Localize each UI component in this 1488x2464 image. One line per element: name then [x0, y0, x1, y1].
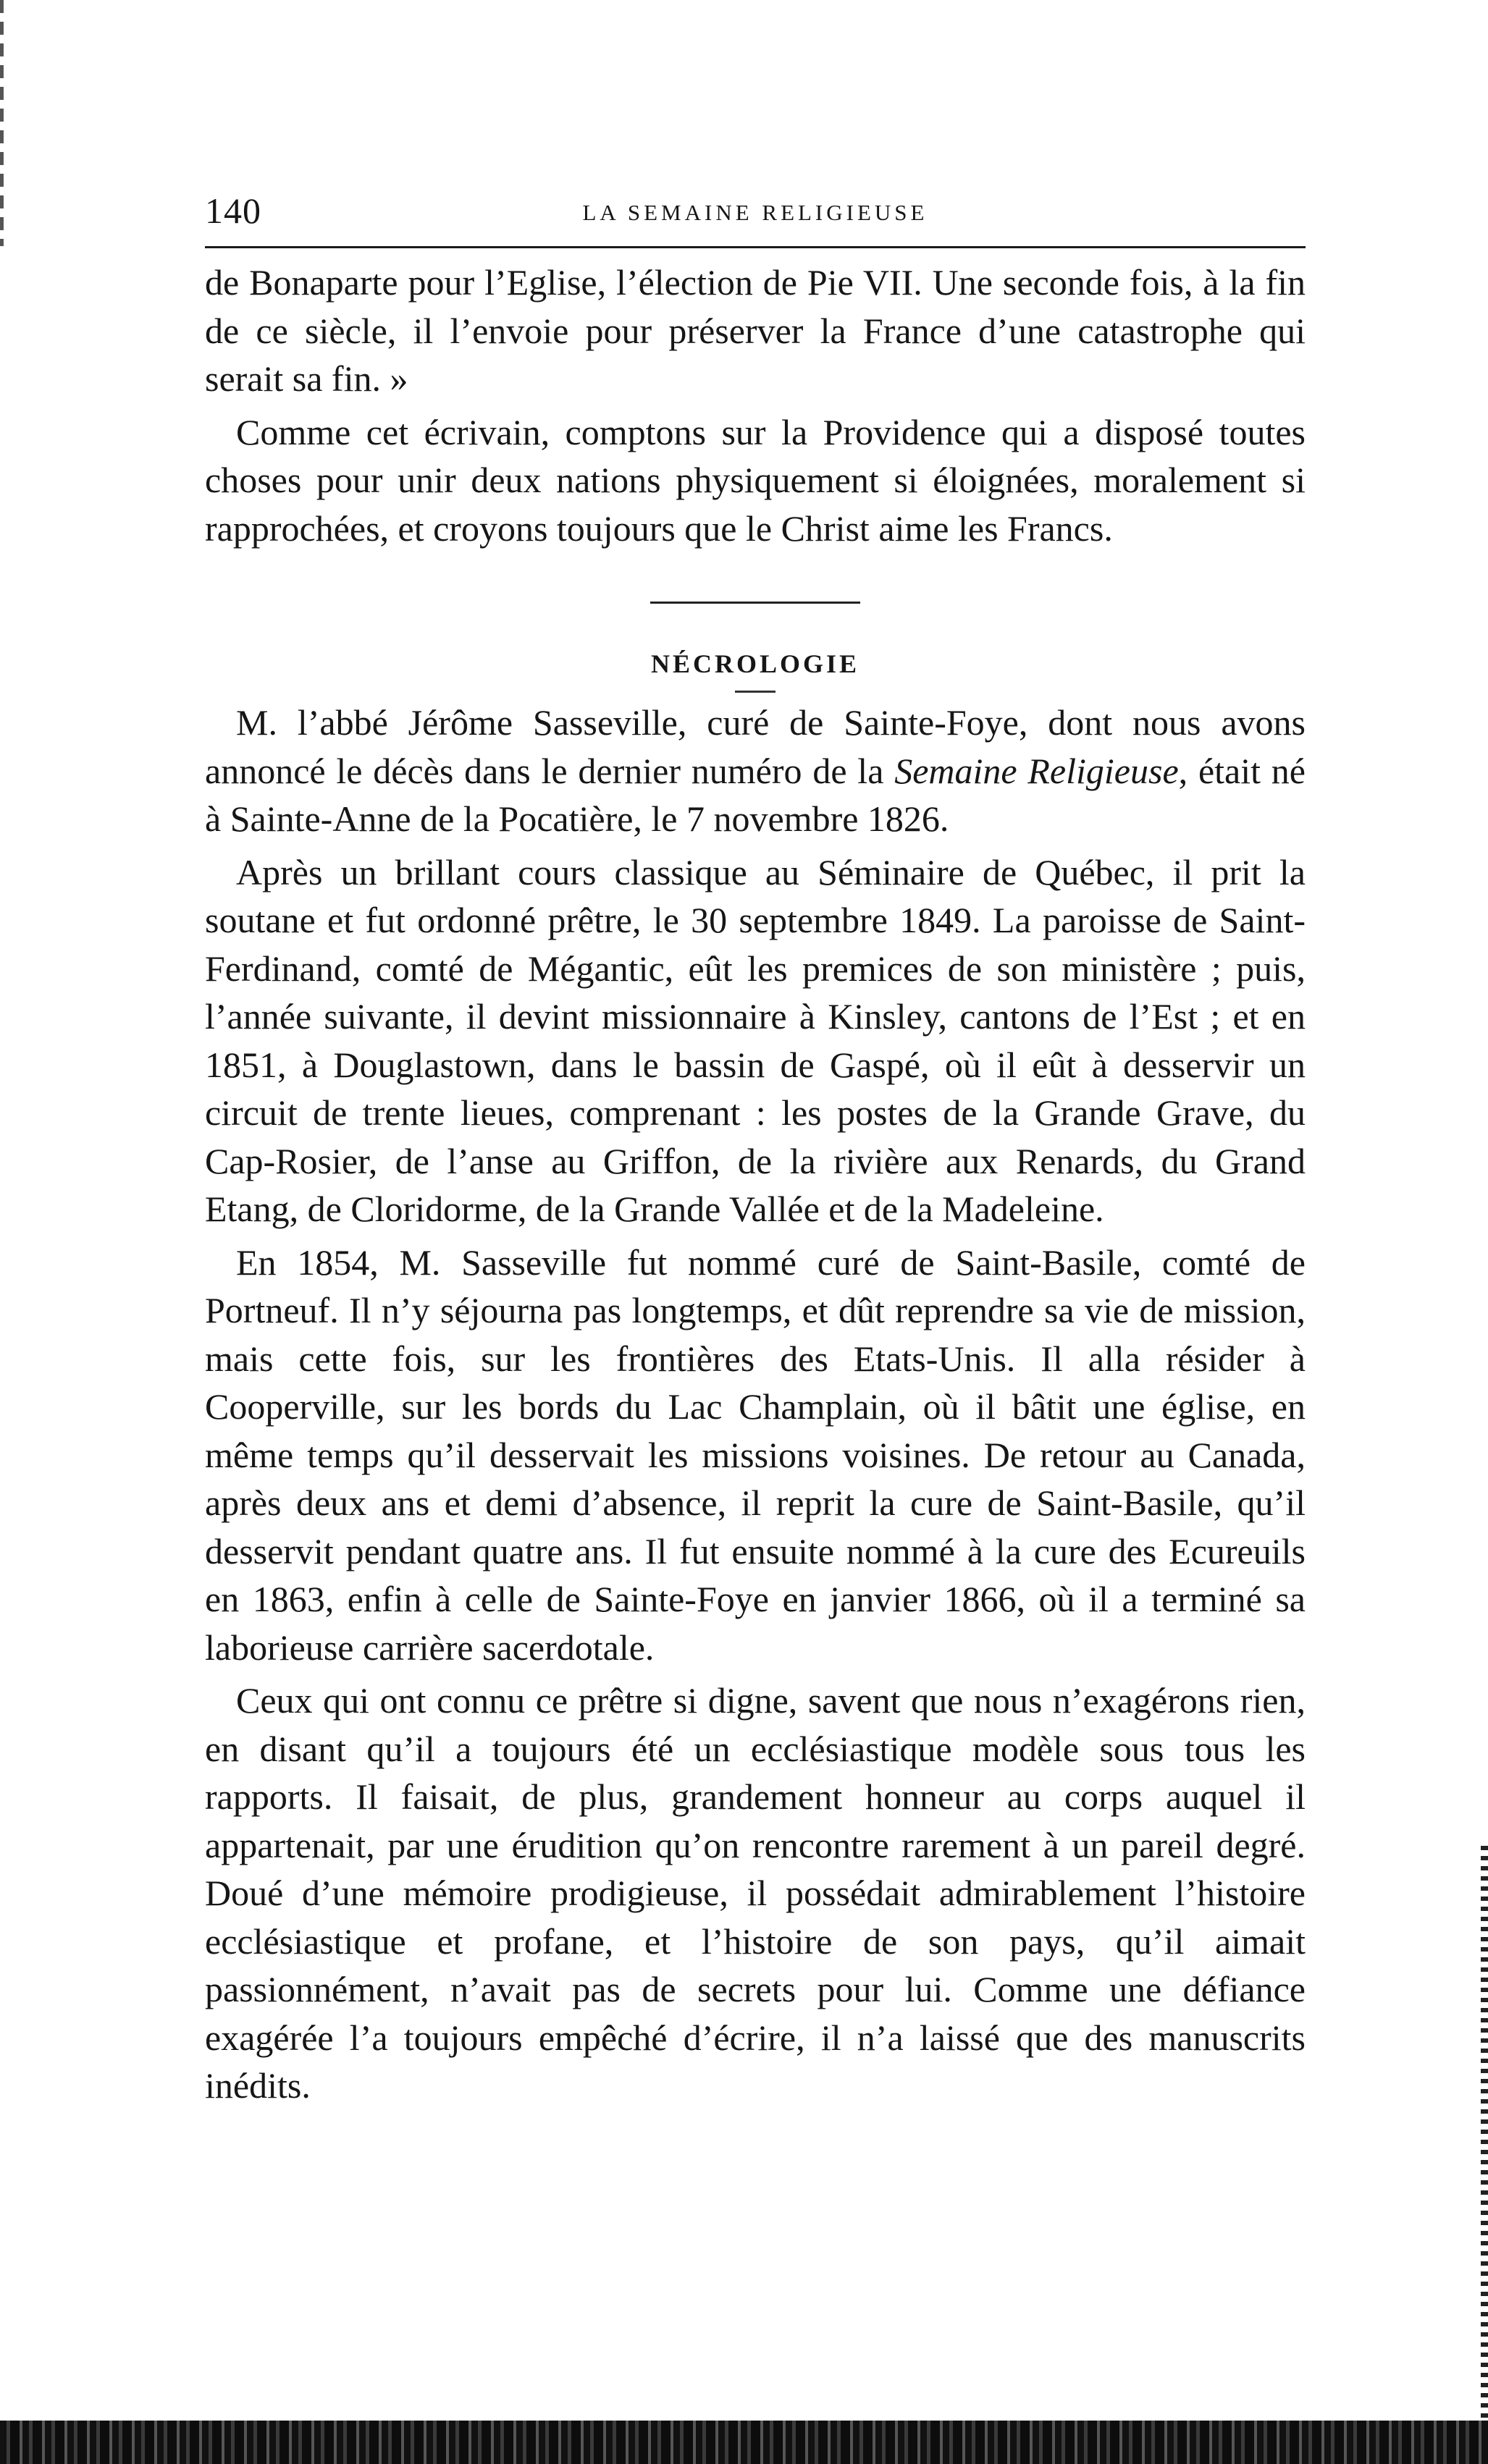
- scan-edge-right: [1481, 1846, 1488, 2425]
- section-divider: [650, 602, 860, 604]
- body-text: [205, 258, 1306, 2110]
- heading-dash: [735, 691, 775, 693]
- book-page: [205, 181, 1306, 2110]
- running-title: LA SEMAINE RELIGIEUSE: [582, 200, 928, 225]
- obituary-paragraph-4: Ceux qui ont connu ce prêtre si digne, savent que nous n’exagérons rien, en disant qu’il a toujours été un ecclésiastique modèle sous tous les rapports. Il faisait, de plus, grandement honneur au corps auquel il appartenait, par une érudition qu’on rencontre rarement à un pareil degré. Doué d’une mémoire prodigieuse, il possédait admirablement l’histoire ecclésiastique et profane, et l’histoire de son pays, qu’il aimait passionnément, n’avait pas de secrets pour lui. Comme une défiance exagérée l’a toujours empêché d’écrire, il n’a laissé que des manuscrits inédits.: [205, 1680, 1306, 2106]
- page-header: [205, 181, 1306, 246]
- header-rule: [205, 246, 1306, 248]
- obituary-paragraph-2: Après un brillant cours classique au Séminaire de Québec, il prit la soutane et fut ordonné prêtre, le 30 septembre 1849. La paroisse de Saint-Ferdinand, comté de Mégantic, eût les premices de son ministère ; puis, l’année suivante, il devint missionnaire à Kinsley, cantons de l’Est ; et en 1851, à Douglastown, dans le bassin de Gaspé, où il eût à desservir un circuit de trente lieues, comprenant : les postes de la Grande Grave, du Cap-Rosier, de l’anse au Griffon, de la rivière aux Renards, du Grand Etang, de Cloridorme, de la Grande Vallée et de la Madeleine.: [205, 851, 1306, 1229]
- obituary-p1-end: , était né à Sainte-Anne de la Pocatière, le 7 novembre 1826.: [205, 750, 1306, 839]
- page-number: 140: [205, 190, 261, 231]
- obituary-p1-start: M. l’abbé Jérôme Sasseville, curé de Sainte-Foye, dont nous avons annoncé le décès dans le dernier numéro de la: [205, 702, 1306, 791]
- intro-paragraph-2: Comme cet écrivain, comptons sur la Providence qui a disposé toutes choses pour unir deux nations physiquement si éloignées, moralement si rapprochées, et croyons toujours que le Christ aime les Francs.: [205, 411, 1306, 549]
- intro-paragraph-1: de Bonaparte pour l’Eglise, l’élection de Pie VII. Une seconde fois, à la fin de ce siècle, il l’envoie pour préserver la France d’une catastrophe qui serait sa fin. »: [205, 262, 1306, 399]
- scan-edge-left: [0, 0, 4, 246]
- publication-title: Semaine Religieuse: [894, 750, 1179, 791]
- section-heading: NÉCROLOGIE: [650, 649, 860, 678]
- obituary-paragraph-3: En 1854, M. Sasseville fut nommé curé de Saint-Basile, comté de Portneuf. Il n’y séjourna pas longtemps, et dût reprendre sa vie de mission, mais cette fois, sur les frontières des Etats-Unis. Il alla résider à Cooperville, sur les bords du Lac Champlain, où il bâtit une église, en même temps qu’il desservait les missions voisines. De retour au Canada, après deux ans et demi d’absence, il reprit la cure de Saint-Basile, qu’il desservit pendant quatre ans. Il fut ensuite nommé à la cure des Ecureuils en 1863, enfin à celle de Sainte-Foye en janvier 1866, où il a terminé sa laborieuse carrière sacerdotale.: [205, 1241, 1306, 1668]
- obituary-paragraph-1: [205, 699, 1306, 843]
- scan-edge-bottom: [0, 2421, 1488, 2464]
